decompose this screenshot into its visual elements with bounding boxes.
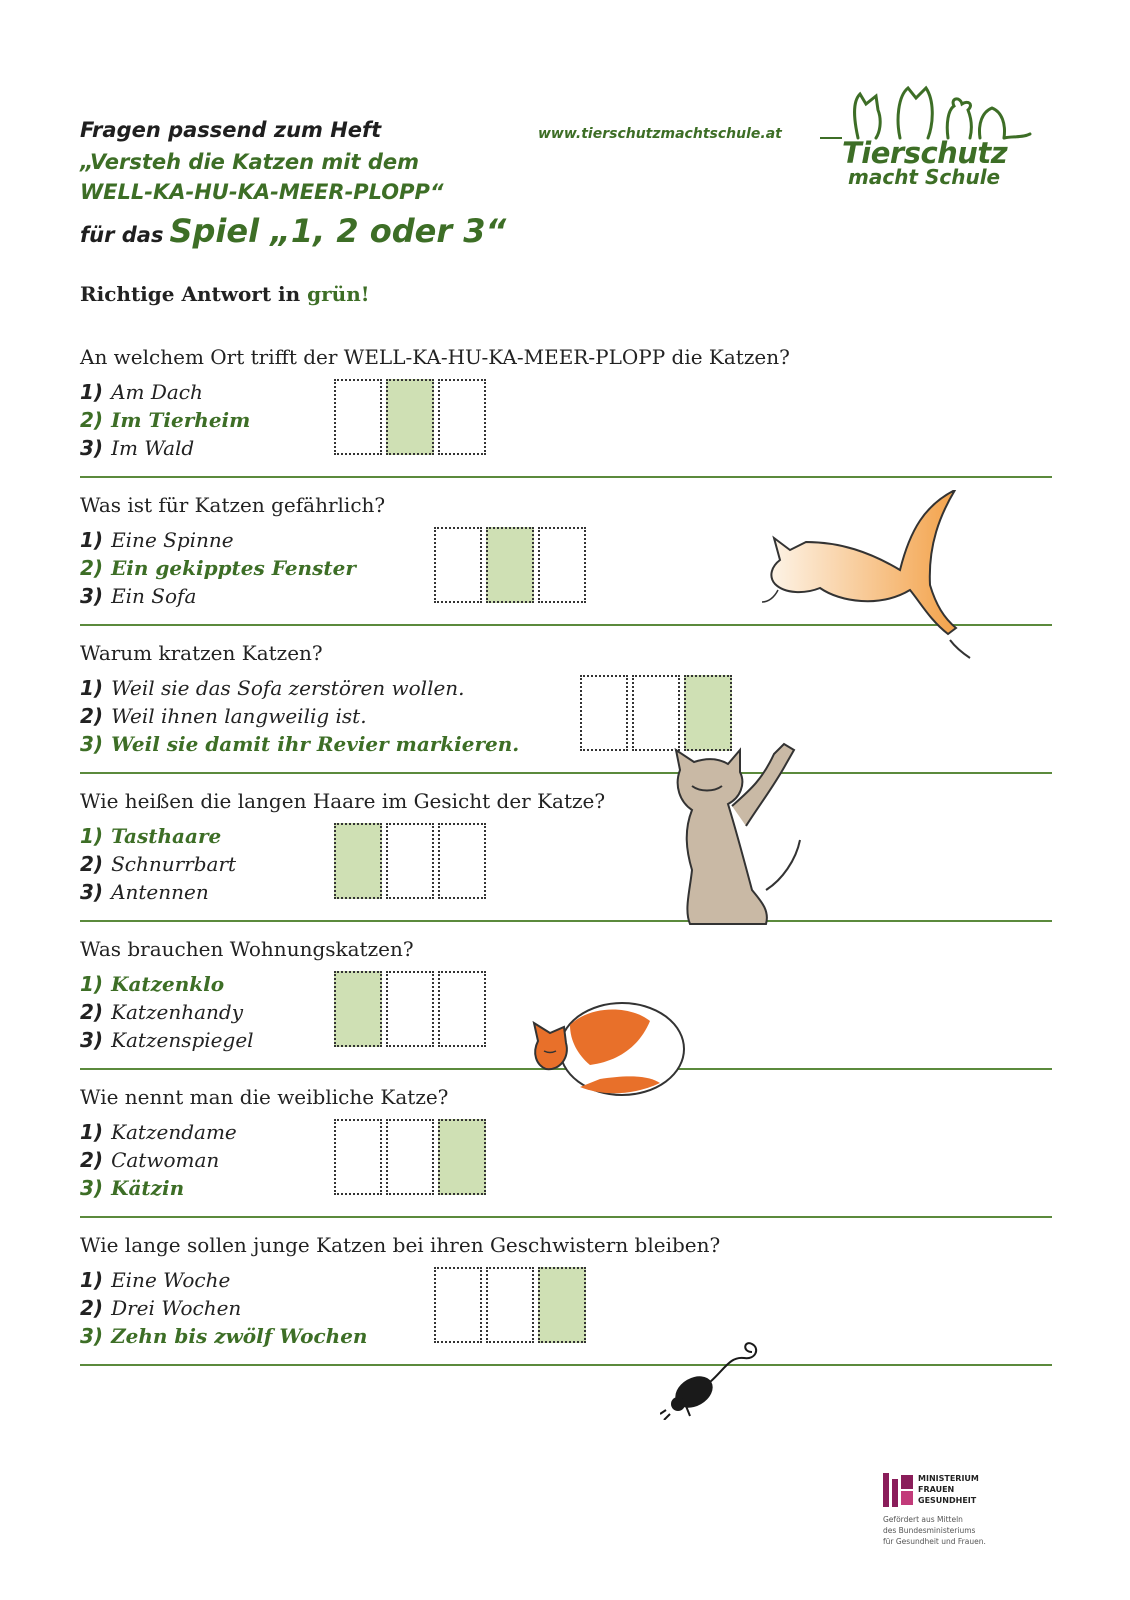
header-line-2: „Versteh die Katzen mit dem <box>80 150 419 174</box>
answer-option: 1) Eine Woche <box>80 1268 231 1292</box>
header-line-1: Fragen passend zum Heft <box>80 118 382 142</box>
logo-text-macht-schule: macht Schule <box>848 165 1001 189</box>
answer-box-1[interactable] <box>334 823 382 899</box>
scratching-cat-icon <box>670 740 820 930</box>
answer-option: 1) Katzendame <box>80 1120 237 1144</box>
header-line-4 <box>80 212 506 250</box>
answer-box-3[interactable] <box>438 1119 486 1195</box>
question-text: Wie nennt man die weibliche Katze? <box>80 1085 449 1109</box>
answer-option: 1) Am Dach <box>80 380 203 404</box>
legend-highlight: grün! <box>307 282 370 306</box>
game-title: Spiel „1, 2 oder 3“ <box>169 212 507 250</box>
answer-box-2[interactable] <box>386 823 434 899</box>
answer-boxes <box>334 379 490 455</box>
header-line-4-prefix: für das <box>80 223 164 247</box>
separator-line <box>80 920 1052 922</box>
funding-note: Gefördert aus Mitteln des Bundesministeriums für Gesundheit und Frauen. <box>883 1515 986 1546</box>
answer-box-1[interactable] <box>334 971 382 1047</box>
question-text: Wie lange sollen junge Katzen bei ihren Geschwistern bleiben? <box>80 1233 721 1257</box>
answer-box-1[interactable] <box>580 675 628 751</box>
separator-line <box>80 1364 1052 1366</box>
answer-option-correct: 3) Zehn bis zwölf Wochen <box>80 1324 368 1348</box>
question-text: Wie heißen die langen Haare im Gesicht der Katze? <box>80 789 606 813</box>
answer-box-3[interactable] <box>438 823 486 899</box>
answer-boxes <box>434 1267 590 1343</box>
answer-option: 2) Catwoman <box>80 1148 220 1172</box>
question-text: An welchem Ort trifft der WELL-KA-HU-KA-MEER-PLOPP die Katzen? <box>80 345 790 369</box>
answer-box-2[interactable] <box>486 1267 534 1343</box>
mouse-icon <box>660 1340 770 1420</box>
answer-option: 1) Weil sie das Sofa zerstören wollen. <box>80 676 465 700</box>
separator-line <box>80 772 1052 774</box>
answer-option: 3) Im Wald <box>80 436 195 460</box>
answer-option: 1) Eine Spinne <box>80 528 234 552</box>
answer-option: 2) Katzenhandy <box>80 1000 244 1024</box>
question-text: Was brauchen Wohnungskatzen? <box>80 937 414 961</box>
sleeping-cat-icon <box>530 995 690 1105</box>
separator-line <box>80 1216 1052 1218</box>
answer-option-correct: 3) Kätzin <box>80 1176 185 1200</box>
header-line-3: WELL-KA-HU-KA-MEER-PLOPP“ <box>80 180 444 204</box>
answer-boxes <box>434 527 590 603</box>
answer-box-1[interactable] <box>434 1267 482 1343</box>
answer-option: 2) Weil ihnen langweilig ist. <box>80 704 367 728</box>
answer-box-2[interactable] <box>386 971 434 1047</box>
answer-boxes <box>334 971 490 1047</box>
answer-box-3[interactable] <box>438 379 486 455</box>
answer-box-2[interactable] <box>386 379 434 455</box>
answer-box-1[interactable] <box>334 1119 382 1195</box>
answer-option: 3) Katzenspiegel <box>80 1028 254 1052</box>
answer-box-3[interactable] <box>538 1267 586 1343</box>
ministry-name: MINISTERIUM FRAUEN GESUNDHEIT <box>918 1474 979 1505</box>
answer-box-1[interactable] <box>434 527 482 603</box>
answer-box-1[interactable] <box>334 379 382 455</box>
answer-option-correct: 2) Ein gekipptes Fenster <box>80 556 356 580</box>
jumping-cat-icon <box>760 490 990 670</box>
legend <box>80 282 370 306</box>
answer-option-correct: 1) Tasthaare <box>80 824 222 848</box>
answer-option-correct: 2) Im Tierheim <box>80 408 251 432</box>
answer-option-correct: 1) Katzenklo <box>80 972 225 996</box>
answer-option: 2) Schnurrbart <box>80 852 237 876</box>
answer-option: 3) Ein Sofa <box>80 584 197 608</box>
logo-text-tierschutz: Tierschutz <box>842 136 1008 170</box>
answer-boxes <box>334 823 490 899</box>
answer-option: 3) Antennen <box>80 880 209 904</box>
website-link[interactable]: www.tierschutzmachtschule.at <box>538 126 782 142</box>
answer-box-3[interactable] <box>538 527 586 603</box>
answer-boxes <box>334 1119 490 1195</box>
answer-box-2[interactable] <box>386 1119 434 1195</box>
question-text: Warum kratzen Katzen? <box>80 641 323 665</box>
answer-box-3[interactable] <box>438 971 486 1047</box>
separator-line <box>80 476 1052 478</box>
question-text: Was ist für Katzen gefährlich? <box>80 493 386 517</box>
answer-option-correct: 3) Weil sie damit ihr Revier markieren. <box>80 732 520 756</box>
legend-prefix: Richtige Antwort in <box>80 282 301 306</box>
answer-box-2[interactable] <box>486 527 534 603</box>
ministry-logo-icon <box>883 1473 913 1507</box>
answer-option: 2) Drei Wochen <box>80 1296 242 1320</box>
